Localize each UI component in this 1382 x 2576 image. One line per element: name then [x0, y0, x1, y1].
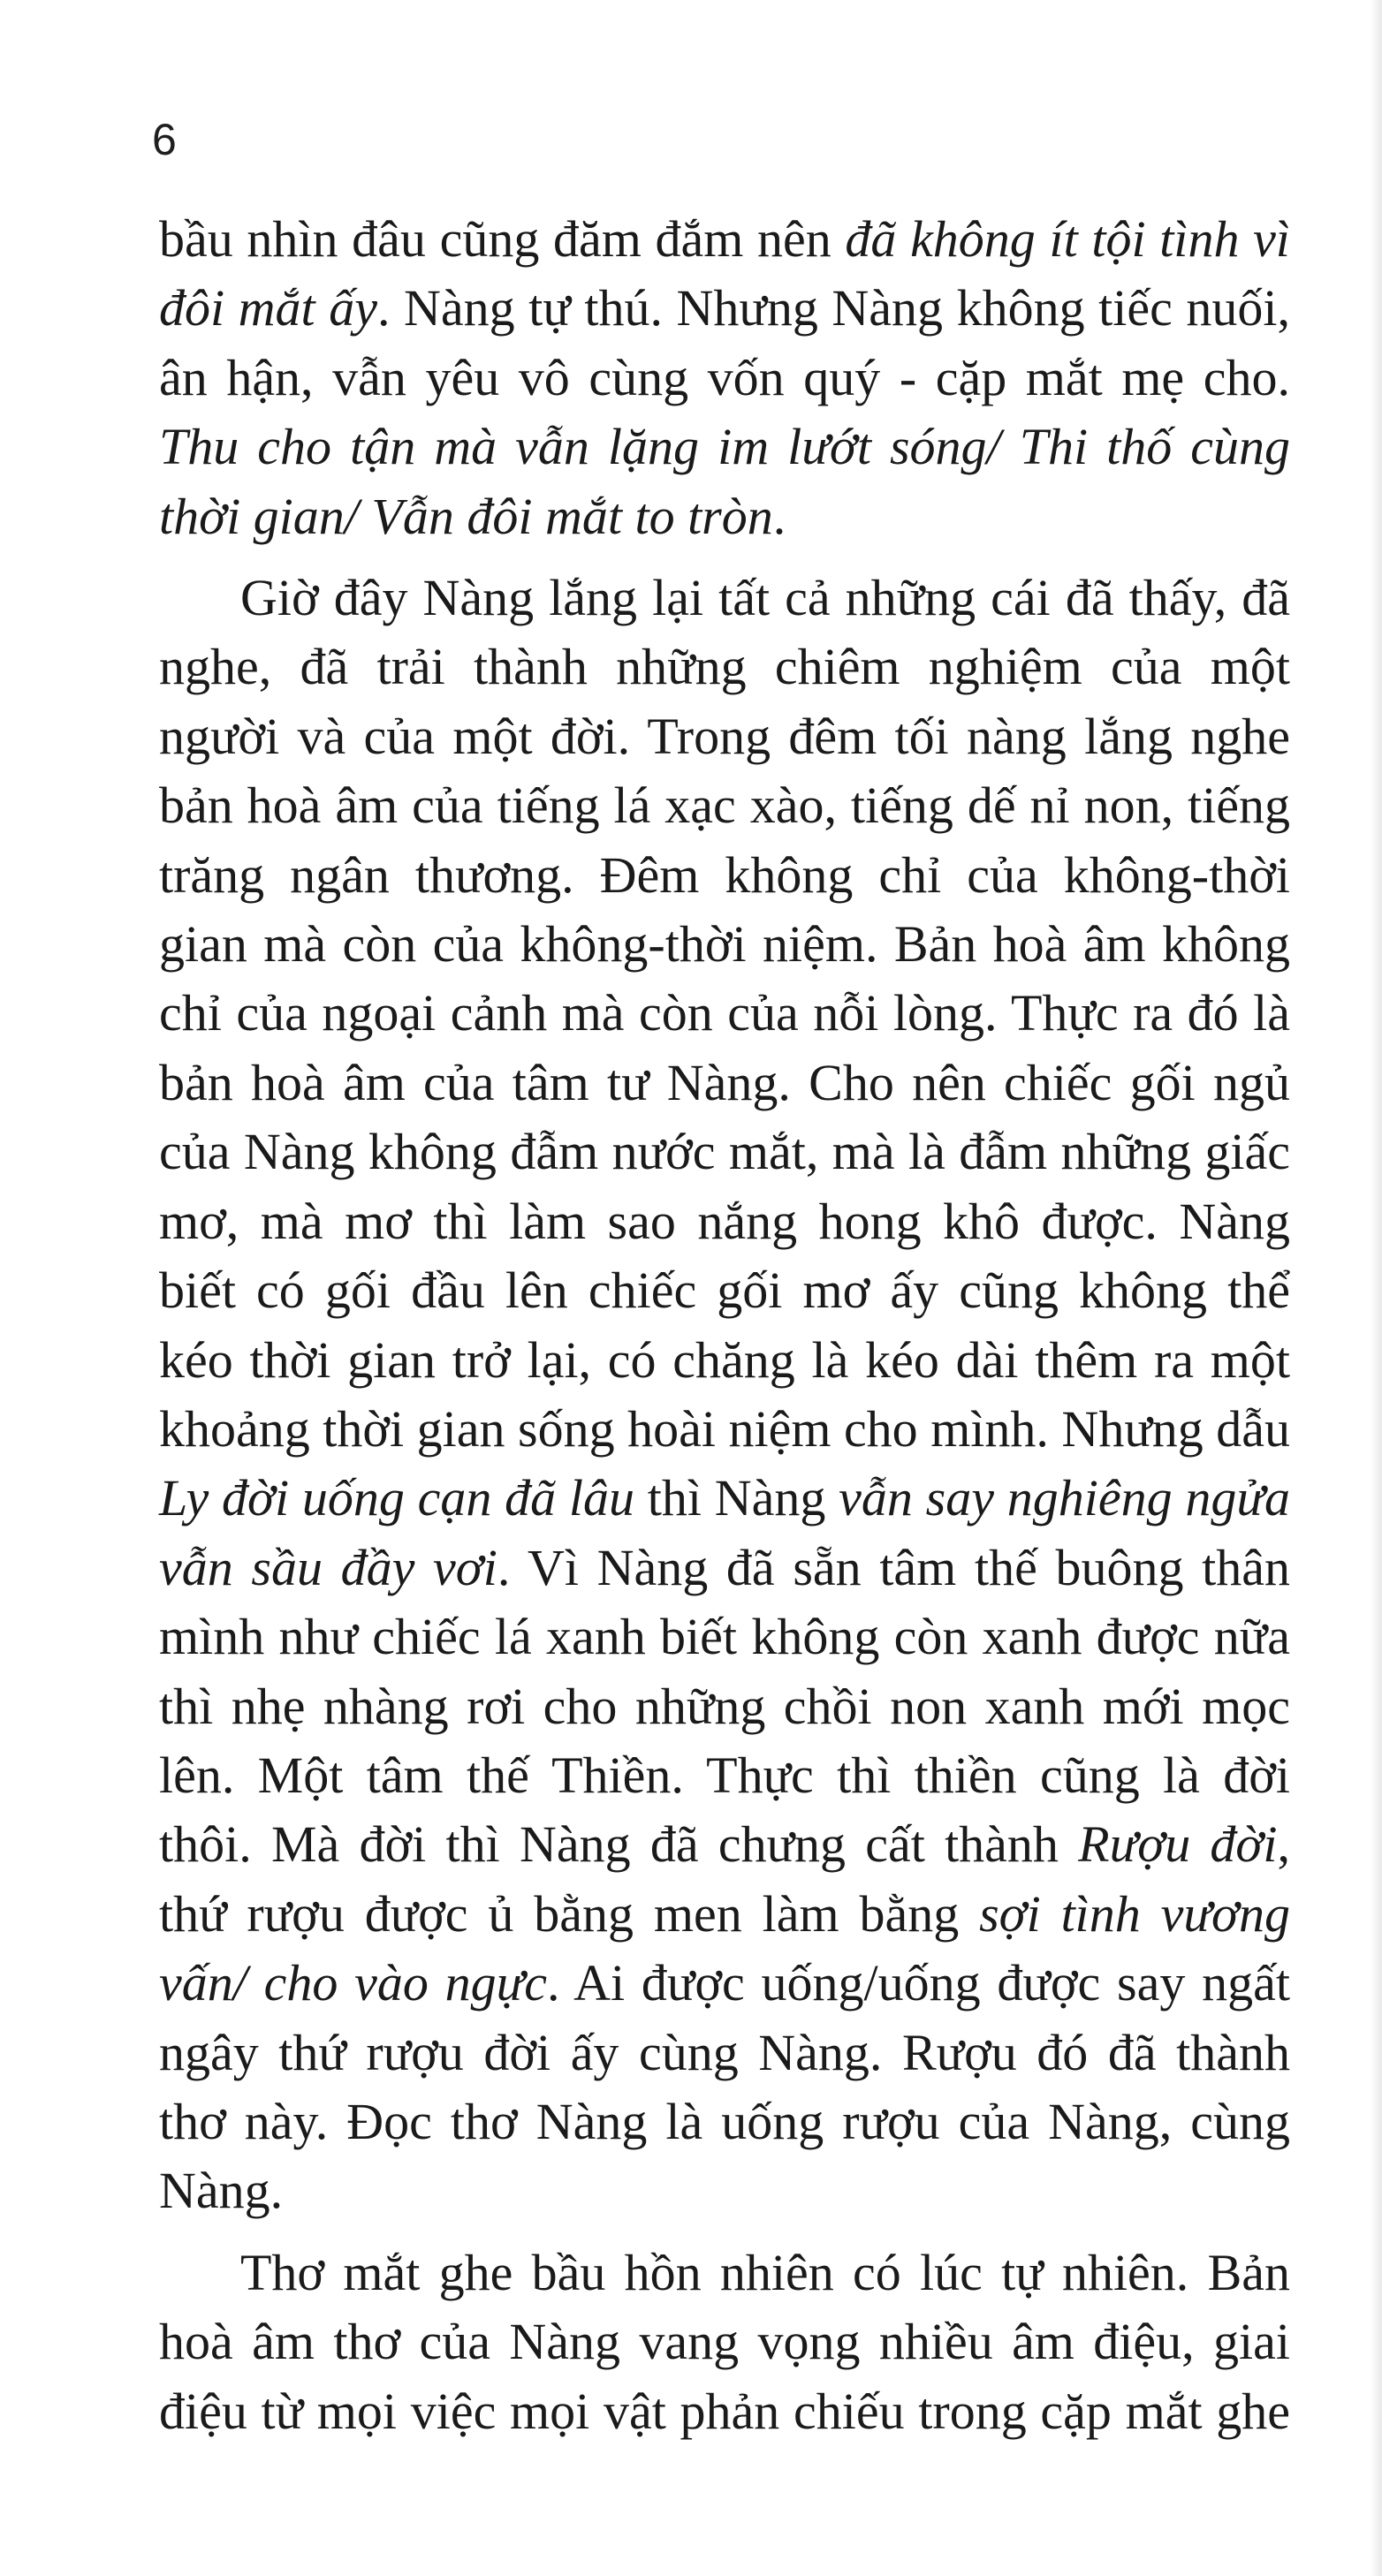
text-segment: .: [772, 487, 786, 545]
text-segment: . Ai được uống/uống được say ngất ngây thứ rượu đời ấy cùng Nàng. Rượu đó đã thành thơ này. Đọc thơ Nàng là uống rượu của Nàng, cùng Nàng.: [159, 1954, 1290, 2220]
italic-quote: đã không ít tội tình vì đôi mắt ấy: [159, 210, 1290, 337]
page-edge-shadow: [1370, 0, 1382, 2576]
paragraph-2: [159, 564, 1290, 2226]
text-segment: bầu nhìn đâu cũng đăm đắm nên: [159, 210, 846, 268]
text-segment: Giờ đây Nàng lắng lại tất cả những cái đã thấy, đã nghe, đã trải thành những chiêm nghiệm của một người và của một đời. Trong đêm tối nàng lắng nghe bản hoà âm của tiếng lá xạc xào, tiếng dế nỉ non, tiếng trăng ngân thương. Đêm không chỉ của không-thời gian mà còn của không-thời niệm. Bản hoà âm không chỉ của ngoại cảnh mà còn của nỗi lòng. Thực ra đó là bản hoà âm của tâm tư Nàng. Cho nên chiếc gối ngủ của Nàng không đẫm nước mắt, mà là đẫm những giấc mơ, mà mơ thì làm sao nắng hong khô được. Nàng biết có gối đầu lên chiếc gối mơ ấy cũng không thể kéo thời gian trở lại, có chăng là kéo dài thêm ra một khoảng thời gian sống hoài niệm cho mình. Nhưng dẫu: [159, 569, 1290, 1458]
page-number: 6: [152, 115, 177, 164]
italic-quote: vẫn say nghiêng ngửa vẫn sầu đầy vơi: [159, 1469, 1291, 1596]
text-segment: thì Nàng: [634, 1469, 839, 1527]
paragraph-1: [159, 205, 1290, 551]
italic-quote: Ly đời uống cạn đã lâu: [159, 1469, 635, 1527]
body-text: [159, 205, 1290, 2446]
text-segment: . Nàng tự thú. Nhưng Nàng không tiếc nuối, ân hận, vẫn yêu vô cùng vốn quý - cặp mắt mẹ cho.: [159, 279, 1291, 406]
italic-quote: Thu cho tận mà vẫn lặng im lướt sóng/ Thi thố cùng thời gian/ Vẫn đôi mắt to tròn: [159, 418, 1290, 545]
italic-quote: sợi tình vương vấn/ cho vào ngực: [159, 1884, 1290, 2012]
paragraph-3: [159, 2239, 1290, 2446]
italic-title: Rượu đời: [1078, 1815, 1278, 1874]
text-segment: , thứ rượu được ủ bằng men làm bằng: [159, 1815, 1290, 1943]
text-segment: . Vì Nàng đã sẵn tâm thế buông thân mình như chiếc lá xanh biết không còn xanh được nữa thì nhẹ nhàng rơi cho những chồi non xanh mới mọc lên. Một tâm thế Thiền. Thực thì thiền cũng là đời thôi. Mà đời thì Nàng đã chưng cất thành: [159, 1538, 1290, 1874]
text-segment: Thơ mắt ghe bầu hồn nhiên có lúc tự nhiên. Bản hoà âm thơ của Nàng vang vọng nhiều âm điệu, giai điệu từ mọi việc mọi vật phản chiếu trong cặp mắt ghe: [159, 2243, 1290, 2440]
